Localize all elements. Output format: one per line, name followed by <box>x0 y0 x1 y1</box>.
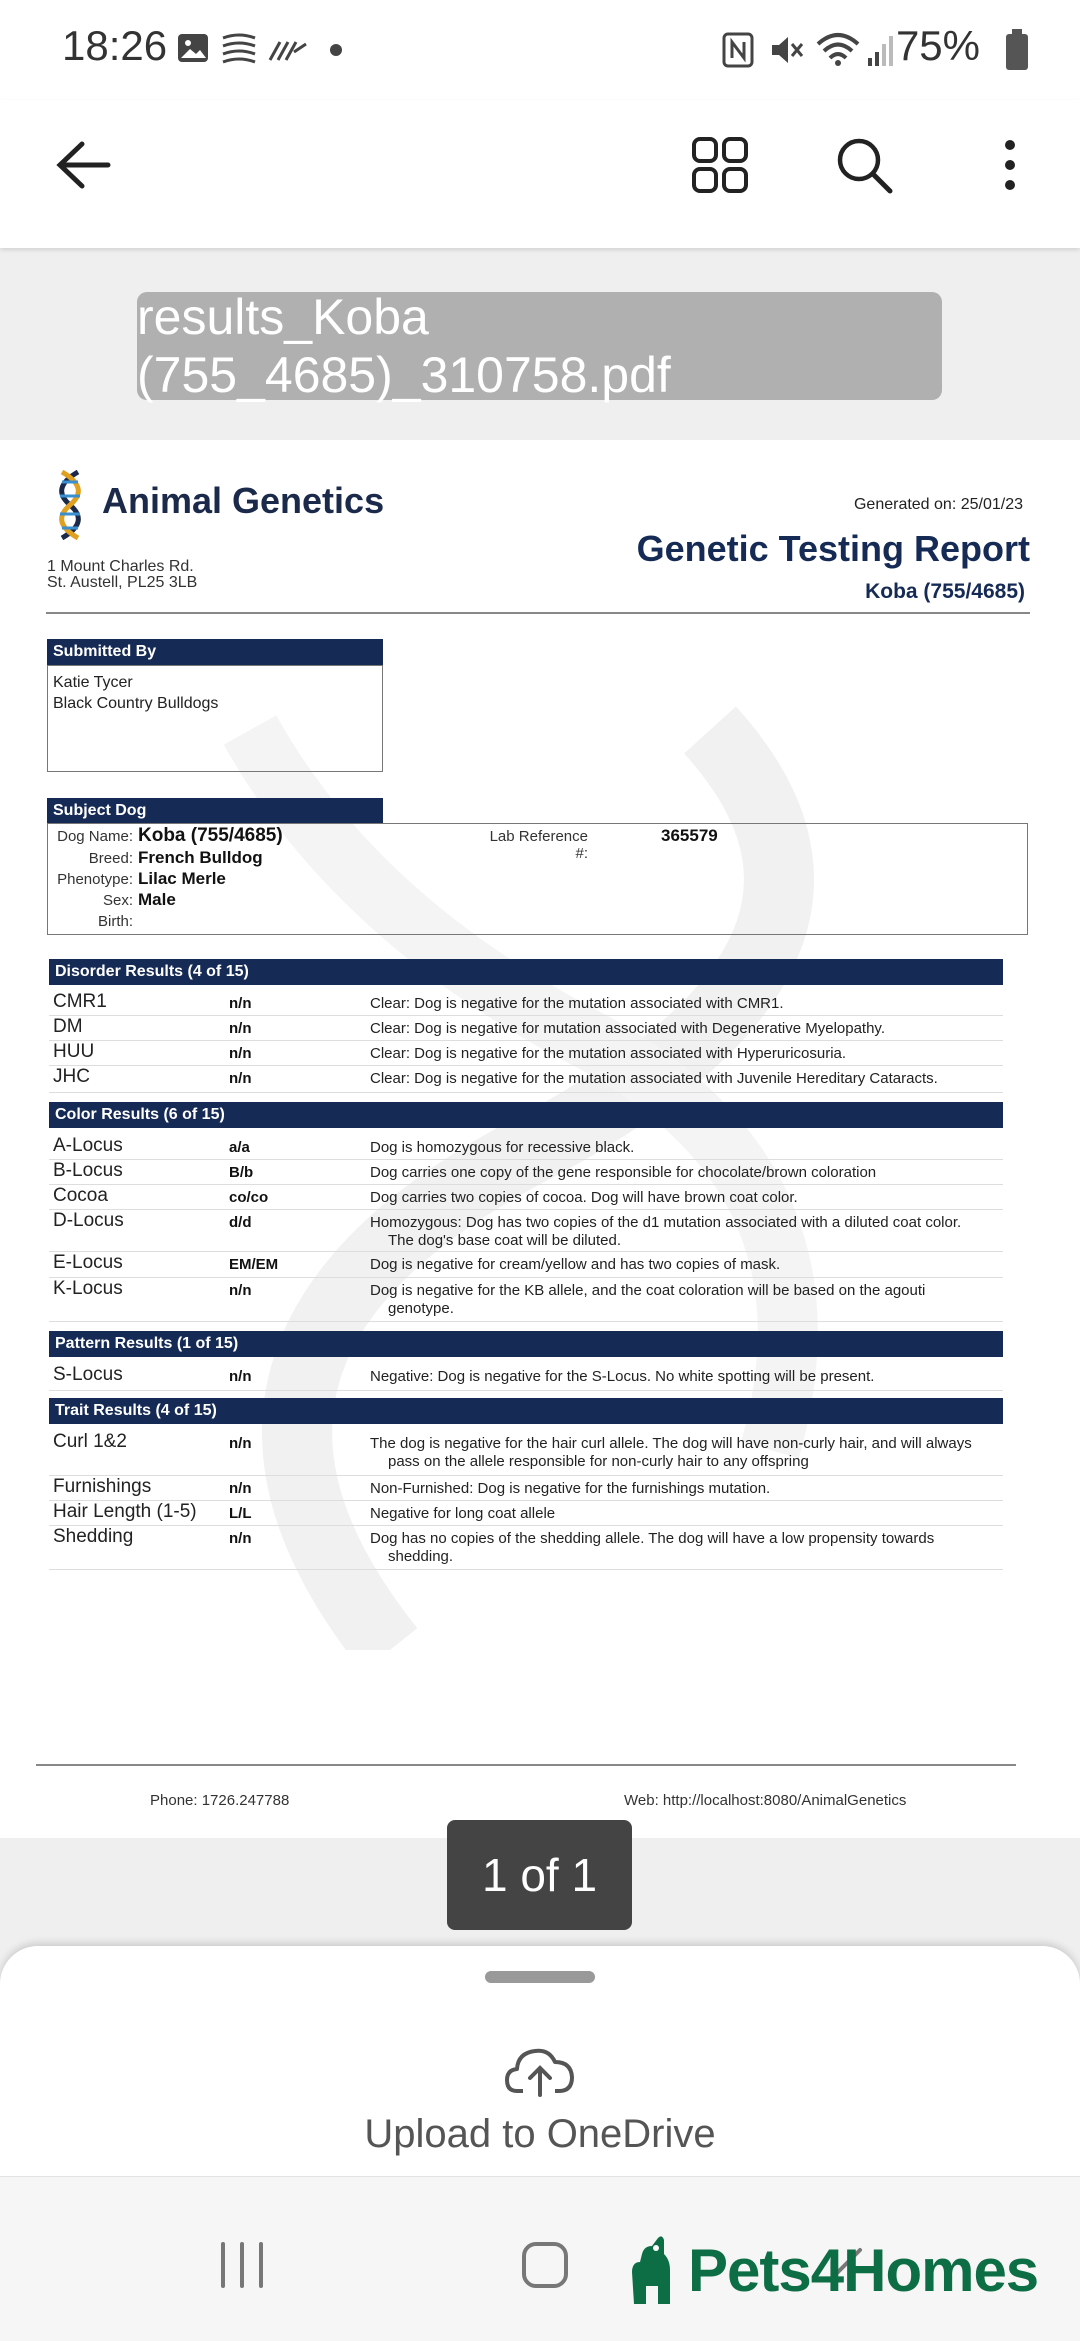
test-name: A-Locus <box>53 1135 123 1156</box>
test-name: CMR1 <box>53 991 107 1012</box>
lab-phone: Phone: 1726.247788 <box>150 1792 290 1809</box>
result-description <box>370 1505 1002 1523</box>
genotype: co/co <box>229 1189 269 1206</box>
recent-apps-icon[interactable] <box>217 2240 267 2290</box>
lab-address-line2: St. Austell, PL25 3LB <box>47 574 198 591</box>
genotype: n/n <box>229 1435 252 1452</box>
description-line1: Negative for long coat allele <box>370 1505 556 1522</box>
back-arrow-icon[interactable] <box>50 130 130 200</box>
genotype: n/n <box>229 1020 252 1037</box>
dog-name-label: Dog Name: <box>57 828 133 845</box>
test-name: JHC <box>53 1066 90 1087</box>
result-description <box>370 1164 1002 1182</box>
grid-view-icon[interactable] <box>690 135 750 195</box>
file-name-chip: results_Koba (755_4685)_310758.pdf <box>137 292 942 400</box>
test-name: Hair Length (1-5) <box>53 1501 197 1522</box>
disorder-results-heading: Disorder Results (4 of 15) <box>49 959 1003 985</box>
genotype: n/n <box>229 1282 252 1299</box>
app-bar <box>0 100 1080 248</box>
description-line1: Dog has no copies of the shedding allele. The dog will have a low propensity towards <box>370 1530 935 1547</box>
search-icon[interactable] <box>834 135 894 195</box>
genotype: n/n <box>229 1070 252 1087</box>
test-name: HUU <box>53 1041 95 1062</box>
table-row <box>49 1066 1003 1093</box>
breed-label: Breed: <box>88 850 133 867</box>
submitter-name: Katie Tycer <box>53 674 133 691</box>
footer-divider <box>36 1764 1016 1766</box>
battery-icon <box>1006 34 1028 70</box>
result-description <box>370 1189 1002 1207</box>
result-description <box>370 1256 1002 1274</box>
test-name: B-Locus <box>53 1160 123 1181</box>
upload-onedrive-button[interactable]: Upload to OneDrive <box>364 2112 716 2156</box>
battery-percent: 75% <box>895 22 980 69</box>
result-description <box>370 1435 1002 1471</box>
description-line1: Dog is negative for the KB allele, and the coat coloration will be based on the agouti <box>370 1282 926 1299</box>
genotype: B/b <box>229 1164 254 1181</box>
submitted-by-box <box>47 665 383 772</box>
table-row <box>49 1135 1003 1160</box>
description-line1: Dog carries two copies of cocoa. Dog will have brown coat color. <box>370 1189 798 1206</box>
mute-icon <box>768 32 806 68</box>
result-description: Negative: Dog is negative for the S-Locus. No white spotting will be present. <box>370 1368 875 1385</box>
cloud-upload-icon[interactable] <box>505 2045 575 2097</box>
brand-watermark: Pets4Homes <box>688 2237 1039 2304</box>
report-title: Genetic Testing Report <box>636 528 1030 569</box>
table-row <box>49 1185 1003 1210</box>
result-description <box>370 1214 1002 1250</box>
description-line1: Dog is negative for cream/yellow and has two copies of mask. <box>370 1256 781 1273</box>
dog-name-value: Koba (755/4685) <box>138 825 283 846</box>
subject-dog-heading: Subject Dog <box>47 798 383 824</box>
result-description: Clear: Dog is negative for the mutation associated with Hyperuricosuria. <box>370 1045 847 1062</box>
home-icon[interactable] <box>520 2240 570 2290</box>
result-description <box>370 1139 1002 1157</box>
genotype: a/a <box>229 1139 250 1156</box>
description-line1: Dog is homozygous for recessive black. <box>370 1139 635 1156</box>
page-counter: 1 of 1 <box>447 1820 632 1930</box>
table-row <box>49 1501 1003 1526</box>
table-row <box>49 991 1003 1016</box>
phenotype-label: Phenotype: <box>57 871 133 888</box>
sex-value: Male <box>138 890 176 909</box>
lab-logo-text: Animal Genetics <box>102 480 385 521</box>
test-name: Curl 1&2 <box>53 1431 127 1452</box>
result-description: Clear: Dog is negative for mutation associated with Degenerative Myelopathy. <box>370 1020 885 1037</box>
description-line1: Non-Furnished: Dog is negative for the furnishings mutation. <box>370 1480 771 1497</box>
header-divider <box>46 612 1030 614</box>
dna-logo-icon <box>50 470 90 540</box>
lab-website: Web: http://localhost:8080/AnimalGenetics <box>624 1792 907 1809</box>
table-row <box>49 1431 1003 1476</box>
test-name: Cocoa <box>53 1185 108 1206</box>
genotype: L/L <box>229 1505 252 1522</box>
lab-ref-value: 365579 <box>661 826 718 845</box>
submitted-by-heading: Submitted By <box>47 639 383 665</box>
trait-results-heading: Trait Results (4 of 15) <box>49 1398 1003 1424</box>
lab-address-line1: 1 Mount Charles Rd. <box>47 558 194 575</box>
result-description <box>370 1282 1002 1318</box>
table-row <box>49 1160 1003 1185</box>
pattern-results-heading: Pattern Results (1 of 15) <box>49 1331 1003 1357</box>
genotype: n/n <box>229 995 252 1012</box>
table-row <box>49 1526 1003 1570</box>
test-name: Furnishings <box>53 1476 152 1497</box>
table-row <box>49 1016 1003 1041</box>
phenotype-value: Lilac Merle <box>138 869 226 888</box>
table-row <box>49 1476 1003 1501</box>
signal-icon <box>866 32 896 68</box>
description-line2: shedding. <box>388 1548 454 1565</box>
gallery-icon <box>176 32 210 64</box>
result-description: Clear: Dog is negative for the mutation associated with CMR1. <box>370 995 784 1012</box>
test-name: E-Locus <box>53 1252 123 1273</box>
genotype: n/n <box>229 1368 252 1385</box>
description-line2: pass on the allele responsible for non-curly hair to any offspring <box>388 1453 809 1470</box>
test-name: D-Locus <box>53 1210 124 1231</box>
dot-icon <box>330 44 342 56</box>
scribble-icon <box>268 38 308 64</box>
description-line1: Dog carries one copy of the gene responsible for chocolate/brown coloration <box>370 1164 877 1181</box>
report-dog-id: Koba (755/4685) <box>865 580 1025 603</box>
birth-label: Birth: <box>97 913 133 930</box>
test-name: Shedding <box>53 1526 134 1547</box>
table-row <box>49 1210 1003 1252</box>
status-time: 18:26 <box>62 22 168 69</box>
result-description <box>370 1480 1002 1498</box>
test-name: DM <box>53 1016 83 1037</box>
nfc-icon <box>722 32 754 68</box>
breed-value: French Bulldog <box>138 848 263 867</box>
table-row <box>49 1041 1003 1066</box>
genotype: n/n <box>229 1480 252 1497</box>
submitter-kennel: Black Country Bulldogs <box>53 695 219 712</box>
test-name: S-Locus <box>53 1364 123 1385</box>
result-description <box>370 1530 1002 1566</box>
sheet-drag-handle[interactable] <box>485 1971 595 1983</box>
genotype: EM/EM <box>229 1256 279 1273</box>
notes-icon <box>220 32 258 68</box>
more-vert-icon[interactable] <box>990 135 1030 195</box>
sex-label: Sex: <box>102 892 133 909</box>
description-line1: The dog is negative for the hair curl allele. The dog will have non-curly hair, and will always <box>370 1435 972 1452</box>
table-row <box>49 1364 1003 1391</box>
genotype: n/n <box>229 1045 252 1062</box>
table-row <box>49 1252 1003 1278</box>
table-row <box>49 1278 1003 1322</box>
genotype: n/n <box>229 1530 252 1547</box>
result-description: Clear: Dog is negative for the mutation associated with Juvenile Hereditary Cataracts. <box>370 1070 938 1087</box>
lab-ref-label: Lab Reference #: <box>489 828 588 862</box>
description-line1: Homozygous: Dog has two copies of the d1 mutation associated with a diluted coat color. <box>370 1214 962 1231</box>
generated-date: Generated on: 25/01/23 <box>853 496 1023 513</box>
genotype: d/d <box>229 1214 252 1231</box>
description-line2: genotype. <box>388 1300 454 1317</box>
test-name: K-Locus <box>53 1278 123 1299</box>
wifi-icon <box>814 30 862 68</box>
subject-dog-box <box>47 823 1028 935</box>
color-results-heading: Color Results (6 of 15) <box>49 1102 1003 1128</box>
description-line2: The dog's base coat will be diluted. <box>388 1232 622 1249</box>
